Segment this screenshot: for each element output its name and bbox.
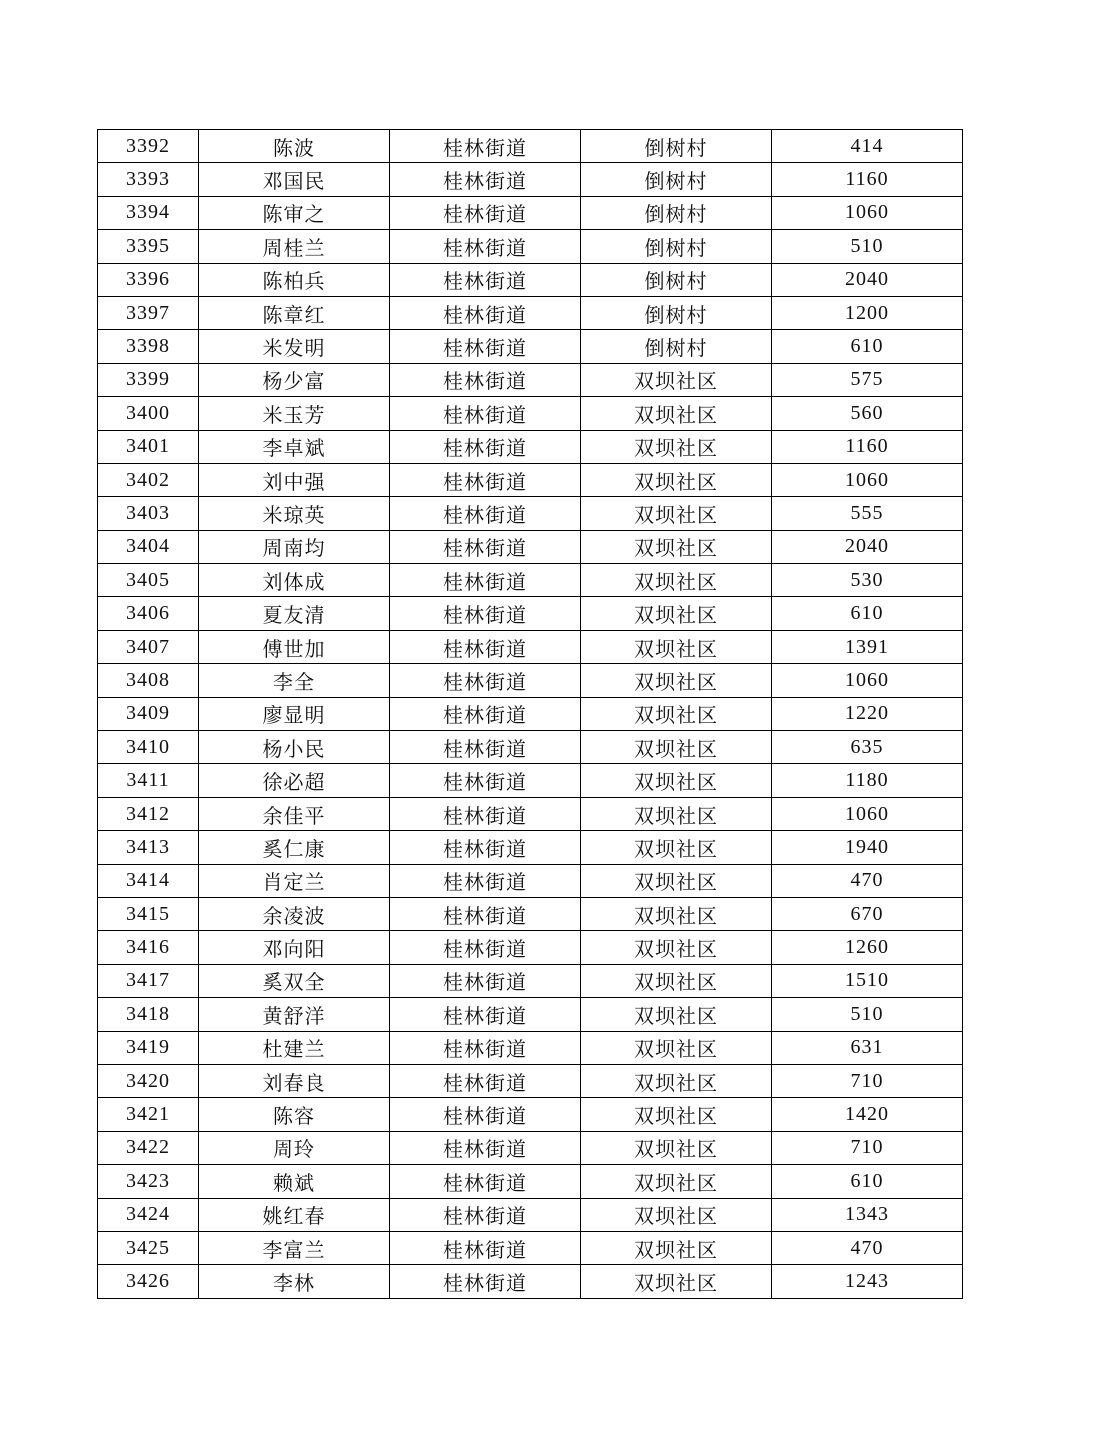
table-row [98, 296, 963, 329]
row-number-cell: 3402 [98, 463, 199, 496]
street-cell: 桂林街道 [390, 530, 581, 563]
community-cell: 双坝社区 [581, 731, 772, 764]
community-cell: 双坝社区 [581, 764, 772, 797]
community-cell: 双坝社区 [581, 1231, 772, 1264]
table-row [98, 397, 963, 430]
amount-cell: 470 [772, 1231, 963, 1264]
name-cell: 李卓斌 [199, 430, 390, 463]
street-cell: 桂林街道 [390, 630, 581, 663]
amount-cell: 610 [772, 330, 963, 363]
community-cell: 倒树村 [581, 196, 772, 229]
row-number-cell: 3411 [98, 764, 199, 797]
community-cell: 双坝社区 [581, 397, 772, 430]
community-cell: 倒树村 [581, 163, 772, 196]
street-cell: 桂林街道 [390, 1031, 581, 1064]
row-number-cell: 3406 [98, 597, 199, 630]
community-cell: 双坝社区 [581, 1031, 772, 1064]
table-row [98, 564, 963, 597]
name-cell: 周南均 [199, 530, 390, 563]
row-number-cell: 3410 [98, 731, 199, 764]
street-cell: 桂林街道 [390, 764, 581, 797]
street-cell: 桂林街道 [390, 296, 581, 329]
row-number-cell: 3416 [98, 931, 199, 964]
table-row [98, 864, 963, 897]
amount-cell: 1343 [772, 1198, 963, 1231]
table-row [98, 964, 963, 997]
amount-cell: 555 [772, 497, 963, 530]
row-number-cell: 3420 [98, 1064, 199, 1097]
street-cell: 桂林街道 [390, 864, 581, 897]
street-cell: 桂林街道 [390, 697, 581, 730]
table-row [98, 230, 963, 263]
table-row [98, 764, 963, 797]
amount-cell: 1243 [772, 1265, 963, 1298]
amount-cell: 1260 [772, 931, 963, 964]
street-cell: 桂林街道 [390, 1231, 581, 1264]
name-cell: 廖显明 [199, 697, 390, 730]
amount-cell: 1160 [772, 163, 963, 196]
table-row [98, 664, 963, 697]
street-cell: 桂林街道 [390, 1198, 581, 1231]
row-number-cell: 3403 [98, 497, 199, 530]
amount-cell: 414 [772, 130, 963, 163]
table-row [98, 731, 963, 764]
amount-cell: 1220 [772, 697, 963, 730]
table-row [98, 597, 963, 630]
community-cell: 双坝社区 [581, 597, 772, 630]
name-cell: 陈波 [199, 130, 390, 163]
street-cell: 桂林街道 [390, 363, 581, 396]
name-cell: 邓国民 [199, 163, 390, 196]
amount-cell: 2040 [772, 530, 963, 563]
community-cell: 双坝社区 [581, 1064, 772, 1097]
amount-cell: 1940 [772, 831, 963, 864]
table-row [98, 463, 963, 496]
amount-cell: 1510 [772, 964, 963, 997]
name-cell: 李富兰 [199, 1231, 390, 1264]
name-cell: 傅世加 [199, 630, 390, 663]
name-cell: 陈柏兵 [199, 263, 390, 296]
row-number-cell: 3426 [98, 1265, 199, 1298]
amount-cell: 1060 [772, 196, 963, 229]
street-cell: 桂林街道 [390, 731, 581, 764]
name-cell: 夏友清 [199, 597, 390, 630]
row-number-cell: 3398 [98, 330, 199, 363]
community-cell: 双坝社区 [581, 1165, 772, 1198]
community-cell: 双坝社区 [581, 630, 772, 663]
name-cell: 邓向阳 [199, 931, 390, 964]
row-number-cell: 3394 [98, 196, 199, 229]
name-cell: 奚仁康 [199, 831, 390, 864]
amount-cell: 575 [772, 363, 963, 396]
name-cell: 奚双全 [199, 964, 390, 997]
row-number-cell: 3423 [98, 1165, 199, 1198]
community-cell: 双坝社区 [581, 430, 772, 463]
table-row [98, 263, 963, 296]
name-cell: 赖斌 [199, 1165, 390, 1198]
row-number-cell: 3424 [98, 1198, 199, 1231]
community-cell: 双坝社区 [581, 1265, 772, 1298]
community-cell: 双坝社区 [581, 797, 772, 830]
name-cell: 米琼英 [199, 497, 390, 530]
community-cell: 双坝社区 [581, 831, 772, 864]
table-row [98, 430, 963, 463]
amount-cell: 2040 [772, 263, 963, 296]
row-number-cell: 3418 [98, 998, 199, 1031]
amount-cell: 510 [772, 998, 963, 1031]
amount-cell: 1060 [772, 664, 963, 697]
row-number-cell: 3421 [98, 1098, 199, 1131]
row-number-cell: 3395 [98, 230, 199, 263]
amount-cell: 710 [772, 1131, 963, 1164]
row-number-cell: 3415 [98, 897, 199, 930]
street-cell: 桂林街道 [390, 964, 581, 997]
row-number-cell: 3409 [98, 697, 199, 730]
roster-table-body [98, 130, 963, 1299]
street-cell: 桂林街道 [390, 597, 581, 630]
street-cell: 桂林街道 [390, 196, 581, 229]
row-number-cell: 3419 [98, 1031, 199, 1064]
street-cell: 桂林街道 [390, 1165, 581, 1198]
table-row [98, 530, 963, 563]
amount-cell: 635 [772, 731, 963, 764]
name-cell: 陈审之 [199, 196, 390, 229]
table-row [98, 797, 963, 830]
row-number-cell: 3412 [98, 797, 199, 830]
row-number-cell: 3404 [98, 530, 199, 563]
amount-cell: 470 [772, 864, 963, 897]
name-cell: 李全 [199, 664, 390, 697]
amount-cell: 1160 [772, 430, 963, 463]
street-cell: 桂林街道 [390, 1131, 581, 1164]
name-cell: 刘中强 [199, 463, 390, 496]
name-cell: 杨小民 [199, 731, 390, 764]
amount-cell: 530 [772, 564, 963, 597]
table-row [98, 130, 963, 163]
community-cell: 双坝社区 [581, 1098, 772, 1131]
community-cell: 双坝社区 [581, 998, 772, 1031]
table-row [98, 363, 963, 396]
street-cell: 桂林街道 [390, 497, 581, 530]
table-row [98, 1064, 963, 1097]
table-row [98, 1131, 963, 1164]
table-row [98, 1031, 963, 1064]
table-row [98, 497, 963, 530]
street-cell: 桂林街道 [390, 797, 581, 830]
row-number-cell: 3407 [98, 630, 199, 663]
community-cell: 倒树村 [581, 263, 772, 296]
table-row [98, 196, 963, 229]
name-cell: 李林 [199, 1265, 390, 1298]
row-number-cell: 3408 [98, 664, 199, 697]
street-cell: 桂林街道 [390, 664, 581, 697]
street-cell: 桂林街道 [390, 263, 581, 296]
name-cell: 米玉芳 [199, 397, 390, 430]
roster-table [97, 129, 963, 1299]
community-cell: 倒树村 [581, 230, 772, 263]
amount-cell: 670 [772, 897, 963, 930]
name-cell: 刘体成 [199, 564, 390, 597]
name-cell: 周桂兰 [199, 230, 390, 263]
name-cell: 米发明 [199, 330, 390, 363]
community-cell: 双坝社区 [581, 964, 772, 997]
name-cell: 黄舒洋 [199, 998, 390, 1031]
name-cell: 徐必超 [199, 764, 390, 797]
name-cell: 姚红春 [199, 1198, 390, 1231]
street-cell: 桂林街道 [390, 130, 581, 163]
name-cell: 周玲 [199, 1131, 390, 1164]
table-row [98, 897, 963, 930]
table-row [98, 998, 963, 1031]
street-cell: 桂林街道 [390, 230, 581, 263]
name-cell: 余凌波 [199, 897, 390, 930]
street-cell: 桂林街道 [390, 463, 581, 496]
community-cell: 双坝社区 [581, 697, 772, 730]
name-cell: 杨少富 [199, 363, 390, 396]
community-cell: 双坝社区 [581, 463, 772, 496]
name-cell: 余佳平 [199, 797, 390, 830]
row-number-cell: 3413 [98, 831, 199, 864]
table-row [98, 931, 963, 964]
amount-cell: 1060 [772, 797, 963, 830]
table-row [98, 1231, 963, 1264]
community-cell: 倒树村 [581, 296, 772, 329]
amount-cell: 510 [772, 230, 963, 263]
amount-cell: 610 [772, 597, 963, 630]
community-cell: 双坝社区 [581, 1131, 772, 1164]
community-cell: 双坝社区 [581, 864, 772, 897]
street-cell: 桂林街道 [390, 397, 581, 430]
street-cell: 桂林街道 [390, 831, 581, 864]
street-cell: 桂林街道 [390, 998, 581, 1031]
row-number-cell: 3414 [98, 864, 199, 897]
community-cell: 倒树村 [581, 130, 772, 163]
table-row [98, 1265, 963, 1298]
name-cell: 刘春良 [199, 1064, 390, 1097]
community-cell: 双坝社区 [581, 1198, 772, 1231]
row-number-cell: 3401 [98, 430, 199, 463]
row-number-cell: 3400 [98, 397, 199, 430]
row-number-cell: 3397 [98, 296, 199, 329]
row-number-cell: 3417 [98, 964, 199, 997]
community-cell: 双坝社区 [581, 497, 772, 530]
street-cell: 桂林街道 [390, 430, 581, 463]
amount-cell: 1060 [772, 463, 963, 496]
name-cell: 陈容 [199, 1098, 390, 1131]
amount-cell: 631 [772, 1031, 963, 1064]
table-row [98, 163, 963, 196]
row-number-cell: 3396 [98, 263, 199, 296]
amount-cell: 1180 [772, 764, 963, 797]
amount-cell: 1391 [772, 630, 963, 663]
street-cell: 桂林街道 [390, 1064, 581, 1097]
row-number-cell: 3399 [98, 363, 199, 396]
street-cell: 桂林街道 [390, 1098, 581, 1131]
row-number-cell: 3392 [98, 130, 199, 163]
community-cell: 双坝社区 [581, 564, 772, 597]
street-cell: 桂林街道 [390, 931, 581, 964]
table-row [98, 1198, 963, 1231]
street-cell: 桂林街道 [390, 564, 581, 597]
table-row [98, 1098, 963, 1131]
community-cell: 双坝社区 [581, 897, 772, 930]
community-cell: 双坝社区 [581, 363, 772, 396]
street-cell: 桂林街道 [390, 1265, 581, 1298]
name-cell: 肖定兰 [199, 864, 390, 897]
row-number-cell: 3393 [98, 163, 199, 196]
amount-cell: 610 [772, 1165, 963, 1198]
amount-cell: 1200 [772, 296, 963, 329]
amount-cell: 1420 [772, 1098, 963, 1131]
table-row [98, 330, 963, 363]
street-cell: 桂林街道 [390, 163, 581, 196]
amount-cell: 560 [772, 397, 963, 430]
table-row [98, 630, 963, 663]
community-cell: 双坝社区 [581, 530, 772, 563]
community-cell: 双坝社区 [581, 931, 772, 964]
table-row [98, 831, 963, 864]
row-number-cell: 3405 [98, 564, 199, 597]
amount-cell: 710 [772, 1064, 963, 1097]
street-cell: 桂林街道 [390, 897, 581, 930]
table-row [98, 1165, 963, 1198]
community-cell: 双坝社区 [581, 664, 772, 697]
row-number-cell: 3425 [98, 1231, 199, 1264]
name-cell: 陈章红 [199, 296, 390, 329]
community-cell: 倒树村 [581, 330, 772, 363]
street-cell: 桂林街道 [390, 330, 581, 363]
table-row [98, 697, 963, 730]
name-cell: 杜建兰 [199, 1031, 390, 1064]
row-number-cell: 3422 [98, 1131, 199, 1164]
